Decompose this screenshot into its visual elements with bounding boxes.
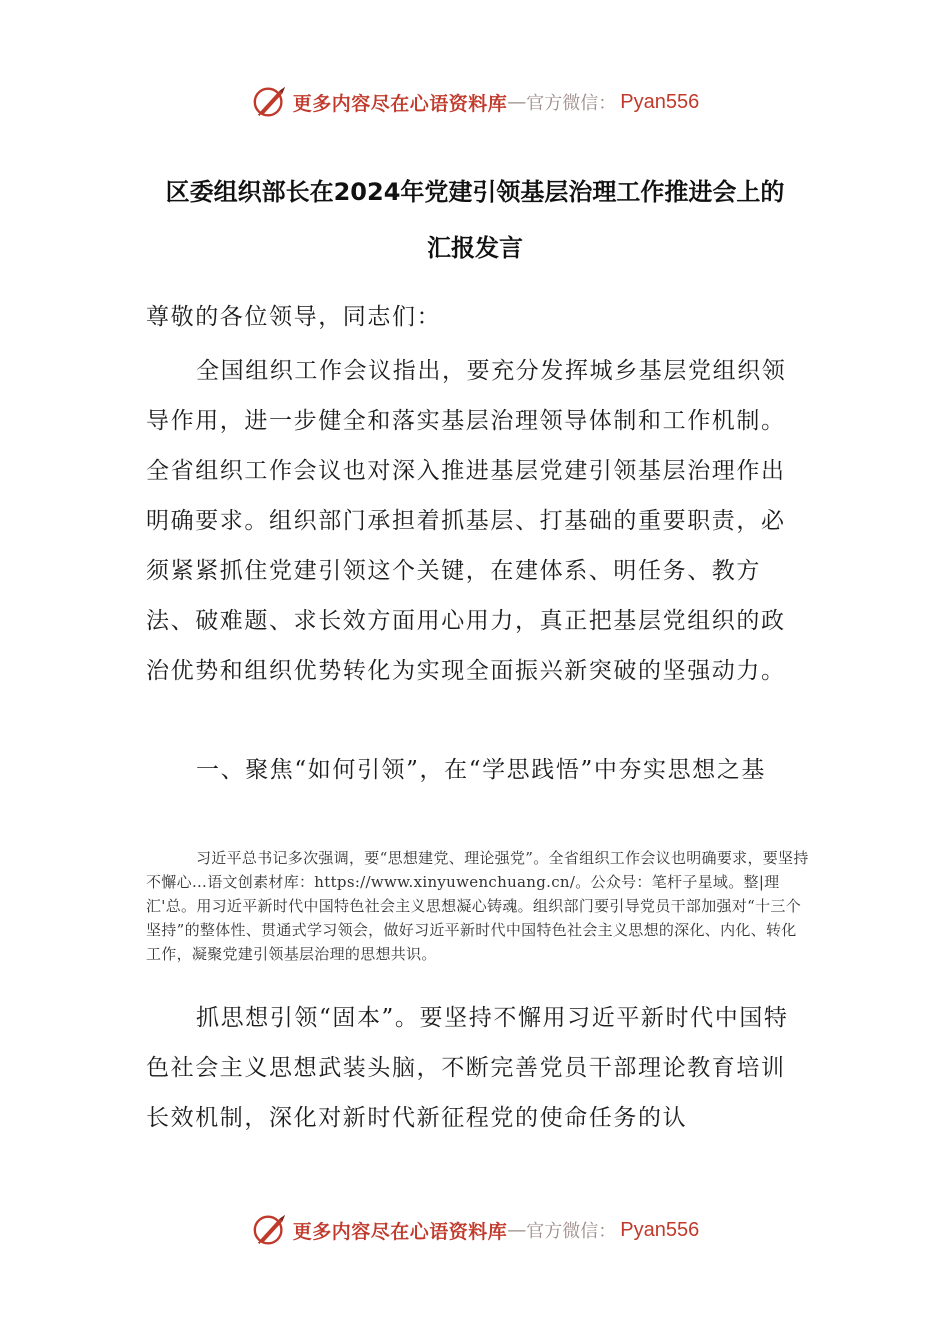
banner-wechat-label: 官方微信： xyxy=(526,93,617,114)
paragraph-1: 全国组织工作会议指出，要充分发挥城乡基层党组织领导作用，进一步健全和落实基层治理领导体制和工作机制。全省组织工作会议也对深入推进基层党建引领基层治理作出明确要求。组织部门承担着抓基层、打基础的重要职责，必须紧紧抓住党建引领这个关键，在建体系、明任务、教方法、破难题、求长效方面用心用力，真正把基层党组织的政治优势和组织优势转化为实现全面振兴新突破的坚强动力。 xyxy=(146,358,787,684)
small-inserted-paragraph: 习近平总书记多次强调，要“思想建党、理论强党”。全省组织工作会议也明确要求，要坚持不懈心…语文创素材库：https://www.xinyuwenchuang.cn/。公众号：笔杆子星域。整|理汇'总。用习近平新时代中国特色社会主义思想凝心铸魂。组织部门要引导党员干部加强对“十三个坚持”的整体性、贯通式学习领会，做好习近平新时代中国特色社会主义思想的深化、内化、转化工作，凝聚党建引领基层治理的思想共识。 xyxy=(146,849,809,963)
section-heading-1: 一、聚焦“如何引领”，在“学思践悟”中夯实思想之基 xyxy=(196,757,767,783)
banner-brand: 更多内容尽在心语资料库 xyxy=(292,1220,508,1243)
paragraph-2: 抓思想引领“固本”。要坚持不懈用习近平新时代中国特色社会主义思想武装头脑，不断完善党员干部理论教育培训长效机制，深化对新时代新征程党的使命任务的认 xyxy=(146,1005,789,1131)
header-banner xyxy=(0,82,950,122)
banner-brand: 更多内容尽在心语资料库 xyxy=(292,92,508,115)
banner-separator: — xyxy=(507,1219,527,1241)
banner-wechat-id: Pyan556 xyxy=(620,1218,700,1241)
document-title-line-1: 区委组织部长在2024年党建引领基层治理工作推进会上的 xyxy=(165,178,785,206)
pen-feather-logo-icon xyxy=(251,1211,289,1249)
banner-wechat-label: 官方微信： xyxy=(526,1221,617,1242)
document-title-line-2: 汇报发言 xyxy=(427,234,523,262)
banner-separator: — xyxy=(507,91,527,113)
greeting: 尊敬的各位领导，同志们： xyxy=(146,304,442,330)
pen-feather-logo-icon xyxy=(251,83,289,121)
banner-wechat-id: Pyan556 xyxy=(620,90,700,113)
footer-banner xyxy=(0,1210,950,1250)
